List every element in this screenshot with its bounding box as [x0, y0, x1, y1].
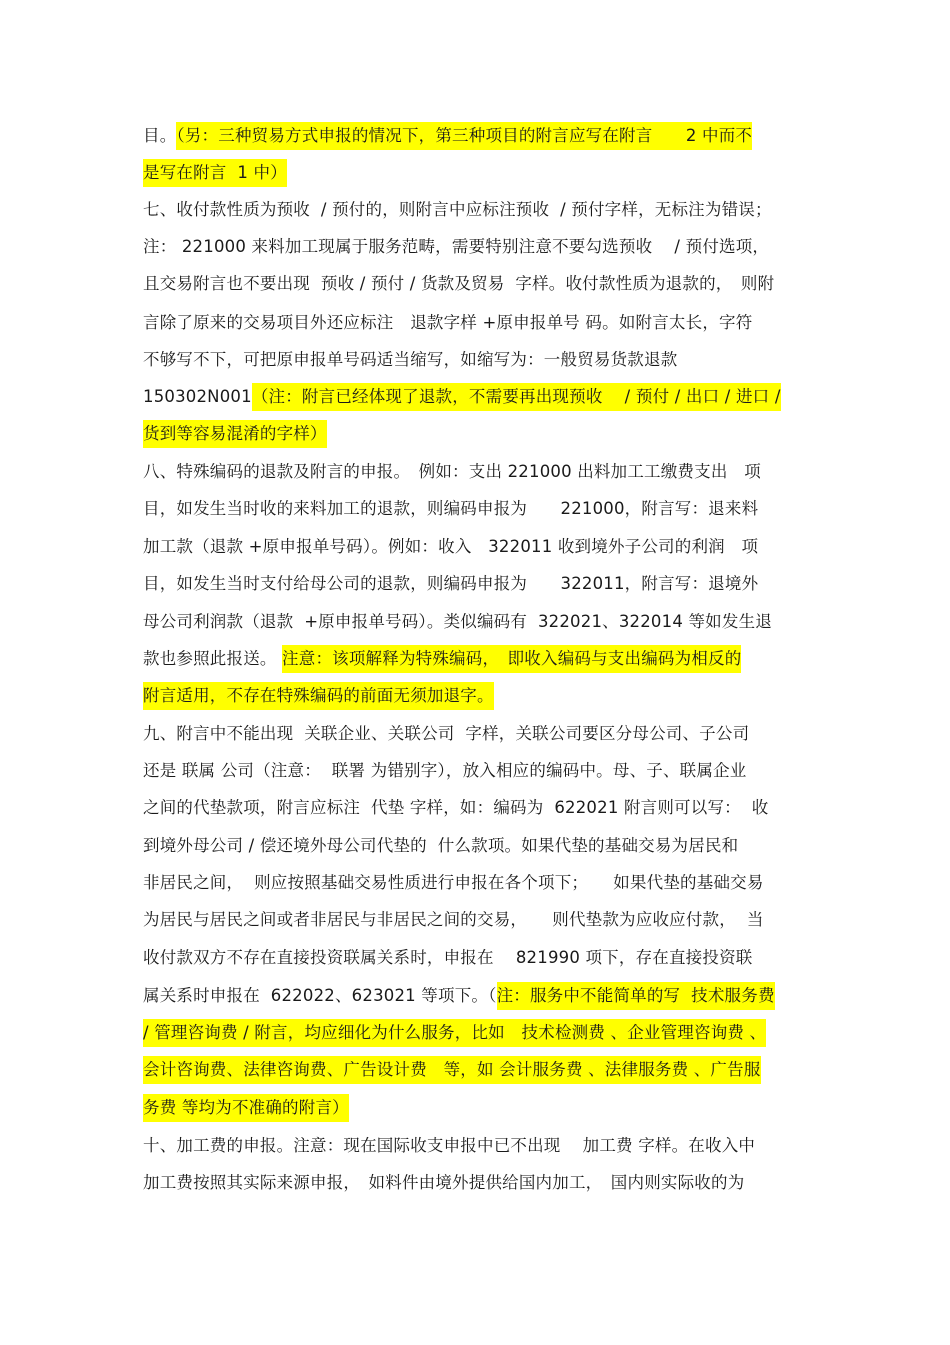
text-line — [143, 415, 327, 452]
highlighted-text: （另：三种贸易方式申报的情况下，第三种项目的附言应写在附言 2 中而不 — [176, 122, 752, 150]
highlighted-text: 货到等容易混淆的字样） — [143, 420, 327, 448]
text-line — [143, 1051, 761, 1088]
highlighted-text: 注意：该项解释为特殊编码， 即收入编码与支出编码为相反的 — [282, 645, 741, 673]
text-run: 九、附言中不能出现 关联企业、关联公司 字样，关联公司要区分母公司、子公司 — [143, 724, 750, 743]
text-line — [143, 603, 772, 640]
text-run: 还是 联属 公司（注意： 联署 为错别字），放入相应的编码中。母、子、联属企业 — [143, 761, 747, 780]
text-run: 加工费按照其实际来源申报， 如料件由境外提供给国内加工， 国内则实际收的为 — [143, 1173, 745, 1192]
text-line — [143, 789, 768, 826]
text-line — [143, 1089, 349, 1126]
text-line — [143, 528, 758, 565]
text-run: 注： 221000 来料加工现属于服务范畴，需要特别注意不要勾选预收 / 预付选项， — [143, 237, 770, 256]
highlighted-text: / 管理咨询费 / 附言，均应细化为什么服务，比如 技术检测费 、企业管理咨询费 、 — [143, 1019, 766, 1047]
text-run: 之间的代垫款项，附言应标注 代垫 字样，如：编码为 622021 附言则可以写： 收 — [143, 798, 769, 817]
text-line — [143, 265, 774, 302]
text-run: 言除了原来的交易项目外还应标注 退款字样 +原申报单号 码。如附言太长，字符 — [143, 313, 753, 332]
text-line — [143, 490, 758, 527]
text-run: 目，如发生当时收的来料加工的退款，则编码申报为 221000，附言写：退来料 — [143, 499, 759, 518]
text-run: 且交易附言也不要出现 预收 / 预付 / 货款及贸易 字样。收付款性质为退款的， 则附 — [143, 274, 775, 293]
text-run: 到境外母公司 / 偿还境外母公司代垫的 什么款项。如果代垫的基础交易为居民和 — [143, 836, 739, 855]
text-line — [143, 341, 677, 378]
highlighted-text: （注：附言已经体现了退款，不需要再出现预收 / 预付 / 出口 / 进口 / — [252, 383, 781, 411]
text-line — [143, 191, 772, 228]
text-line — [143, 715, 749, 752]
text-run: 目，如发生当时支付给母公司的退款，则编码申报为 322011，附言写：退境外 — [143, 574, 759, 593]
text-line — [143, 565, 758, 602]
text-line — [143, 1164, 744, 1201]
text-line — [143, 827, 738, 864]
text-line — [143, 304, 752, 341]
text-line — [143, 677, 494, 714]
text-run: 非居民之间， 则应按照基础交易性质进行申报在各个项下； 如果代垫的基础交易 — [143, 873, 764, 892]
text-run: 款也参照此报送。 — [143, 649, 283, 668]
text-run: 不够写不下，可把原申报单号码适当缩写，如缩写为：一般贸易货款退款 — [143, 350, 678, 369]
text-line — [143, 901, 764, 938]
text-run: 加工款（退款 +原申报单号码）。例如：收入 322011 收到境外子公司的利润 项 — [143, 537, 759, 556]
text-line — [143, 977, 775, 1014]
text-run: 150302N001 — [143, 387, 252, 406]
text-run: 七、收付款性质为预收 / 预付的，则附言中应标注预收 / 预付字样，无标注为错误； — [143, 200, 772, 219]
text-line — [143, 1127, 755, 1164]
text-line — [143, 378, 781, 415]
highlighted-text: 务费 等均为不准确的附言） — [143, 1094, 349, 1122]
text-run: 为居民与居民之间或者非居民与非居民之间的交易， 则代垫款为应收应付款， 当 — [143, 910, 764, 929]
highlighted-text: 是写在附言 1 中） — [143, 159, 287, 187]
text-line — [143, 1014, 766, 1051]
text-line — [143, 752, 746, 789]
text-run: 目。 — [143, 126, 177, 145]
highlighted-text: 注：服务中不能简单的写 技术服务费 — [497, 982, 775, 1010]
text-line — [143, 864, 764, 901]
text-run: 十、加工费的申报。注意：现在国际收支申报中已不出现 加工费 字样。在收入中 — [143, 1136, 756, 1155]
text-run: 母公司利润款（退款 +原申报单号码）。类似编码有 322021、322014 等如发生退 — [143, 612, 772, 631]
text-line — [143, 939, 752, 976]
text-run: 属关系时申报在 622022、623021 等项下。（ — [143, 986, 497, 1005]
text-line — [143, 154, 287, 191]
text-line — [143, 228, 769, 265]
highlighted-text: 附言适用，不存在特殊编码的前面无须加退字。 — [143, 682, 494, 710]
text-run: 八、特殊编码的退款及附言的申报。 例如：支出 221000 出料加工工缴费支出 项 — [143, 462, 761, 481]
text-line — [143, 117, 752, 154]
text-line — [143, 640, 741, 677]
highlighted-text: 会计咨询费、法律咨询费、广告设计费 等，如 会计服务费 、法律服务费 、广告服 — [143, 1056, 761, 1084]
text-line — [143, 453, 761, 490]
text-run: 收付款双方不存在直接投资联属关系时，申报在 821990 项下，存在直接投资联 — [143, 948, 753, 967]
